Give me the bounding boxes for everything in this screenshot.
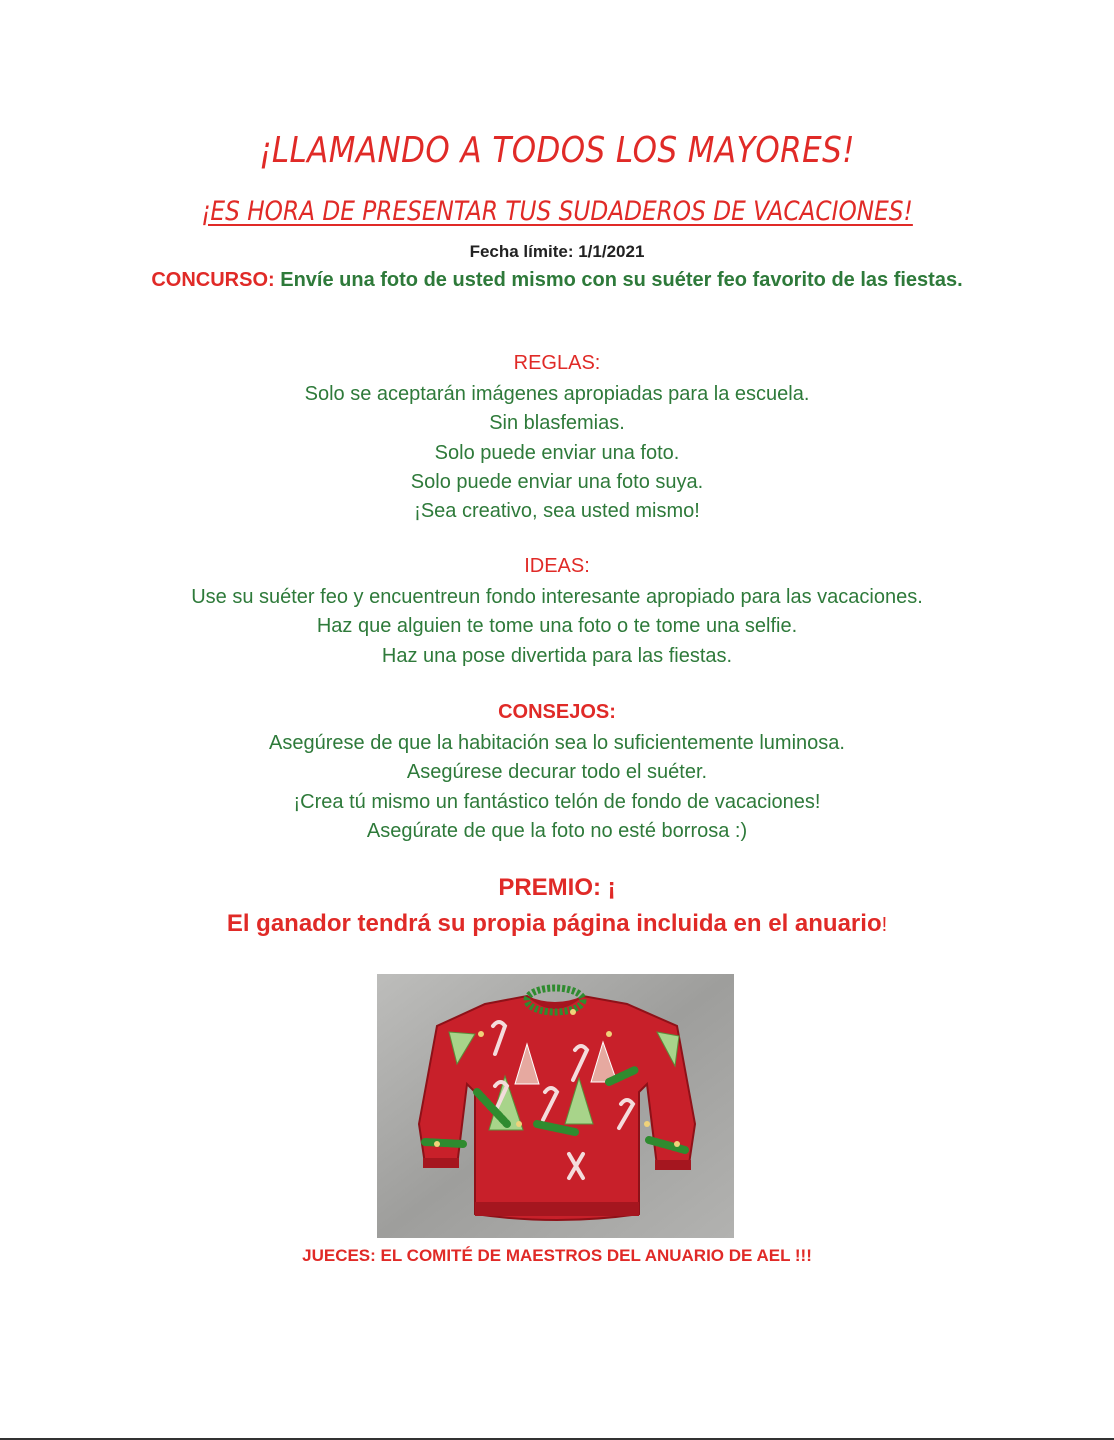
flyer-subtitle: ¡ES HORA DE PRESENTAR TUS SUDADEROS DE VACACIONES!: [201, 196, 913, 227]
tips-list: [0, 729, 1114, 846]
rule-item: Solo puede enviar una foto.: [434, 441, 680, 464]
rules-heading-colon: :: [594, 352, 601, 374]
contest-description: [140, 266, 974, 295]
rules-heading: [0, 352, 1114, 375]
idea-item: Haz que alguien te tome una foto o te tome una selfie.: [316, 615, 798, 638]
rule-item: Solo puede enviar una foto suya.: [410, 470, 704, 493]
prize-description: [0, 910, 1114, 938]
ideas-heading-colon: :: [584, 555, 590, 577]
rule-item: ¡Sea creativo, sea usted mismo!: [414, 500, 700, 523]
tip-item: ¡Crea tú mismo un fantástico telón de fondo de vacaciones!: [293, 790, 821, 813]
prize-end: !: [881, 914, 888, 936]
ideas-heading: [0, 555, 1114, 578]
contest-text: Envíe una foto de usted mismo con su suéter feo favorito de las fiestas.: [274, 269, 963, 291]
rules-heading-label: REGLAS: [513, 352, 595, 374]
ugly-sweater-photo: [377, 974, 734, 1238]
tips-heading-label: CONSEJOS:: [498, 701, 616, 723]
deadline-text: Fecha límite: 1/1/2021: [469, 242, 645, 261]
prize-label: PREMIO: ¡: [498, 874, 616, 901]
rules-list: [0, 380, 1114, 526]
idea-item: Use su suéter feo y encuentreun fondo interesante apropiado para las vacaciones.: [191, 586, 923, 608]
judges-text: JUECES: EL COMITÉ DE MAESTROS DEL ANUARIO DE AEL !!!: [302, 1246, 812, 1265]
flyer-title: ¡LLAMANDO A TODOS LOS MAYORES!: [258, 130, 856, 171]
rule-item: Sin blasfemias.: [489, 412, 625, 435]
tips-heading: [0, 701, 1114, 724]
prize-text: El ganador tendrá su propia página incluida en el anuario: [226, 910, 882, 937]
ideas-heading-label: IDEAS: [524, 555, 585, 577]
idea-item: Haz una pose divertida para las fiestas.: [381, 644, 733, 667]
contest-label: CONCURSO:: [151, 269, 275, 291]
ideas-list: [0, 583, 1114, 671]
tip-item: Asegúrese decurar todo el suéter.: [406, 761, 708, 784]
tip-item: Asegúrese de que la habitación sea lo suficientemente luminosa.: [269, 732, 845, 754]
ugly-christmas-sweater-icon: [377, 974, 734, 1238]
tip-item: Asegúrate de que la foto no esté borrosa :): [366, 819, 748, 842]
rule-item: Solo se aceptarán imágenes apropiadas para la escuela.: [304, 383, 810, 405]
